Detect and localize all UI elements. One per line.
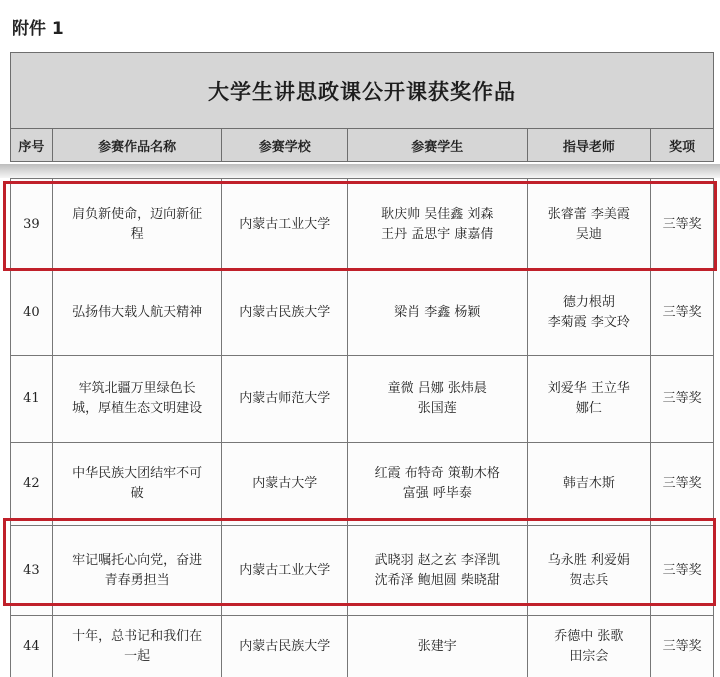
cell-award: 三等奖 bbox=[662, 562, 702, 578]
cell-school: 内蒙古大学 bbox=[222, 443, 348, 525]
cell-award: 三等奖 bbox=[662, 216, 702, 232]
table-row bbox=[11, 356, 713, 443]
cell-teachers: 刘爱华 王立华 娜仁 bbox=[528, 356, 652, 442]
cell-school: 内蒙古民族大学 bbox=[222, 616, 348, 677]
cell-no: 44 bbox=[11, 616, 53, 677]
column-header-work: 参赛作品名称 bbox=[53, 129, 223, 162]
cell-students: 童微 吕娜 张炜晨 张国莲 bbox=[348, 356, 527, 442]
cell-students: 耿庆帅 吴佳鑫 刘森 王丹 孟思宇 康嘉倩 bbox=[348, 179, 527, 270]
cell-award: 三等奖 bbox=[662, 391, 702, 406]
cell-work: 牢记嘱托心向党，奋进 青春勇担当 bbox=[53, 526, 223, 615]
column-header-award: 奖项 bbox=[669, 140, 696, 155]
cell-teachers: 乔德中 张歌 田宗会 bbox=[528, 616, 652, 677]
table-row bbox=[11, 179, 713, 271]
cell-students: 张建宇 bbox=[348, 616, 527, 677]
cell-students: 红霞 布特奇 策勒木格 富强 呼毕泰 bbox=[348, 443, 527, 525]
column-header-teachers: 指导老师 bbox=[528, 129, 652, 162]
cell-work: 肩负新使命，迈向新征 程 bbox=[53, 179, 223, 270]
cell-teachers: 张睿蕾 李美霞 吴迪 bbox=[528, 179, 652, 270]
table-row bbox=[11, 443, 713, 526]
attachment-label: 附件 1 bbox=[12, 19, 64, 39]
cell-work: 十年，总书记和我们在 一起 bbox=[53, 616, 223, 677]
cell-school: 内蒙古民族大学 bbox=[222, 271, 348, 355]
cell-students: 梁肖 李鑫 杨颖 bbox=[348, 271, 527, 355]
cell-award: 三等奖 bbox=[662, 305, 702, 320]
cell-teachers: 韩吉木斯 bbox=[528, 443, 652, 525]
column-header-no: 序号 bbox=[11, 129, 53, 162]
cell-school: 内蒙古师范大学 bbox=[222, 356, 348, 442]
cell-no: 42 bbox=[11, 443, 53, 525]
cell-award: 三等奖 bbox=[662, 476, 702, 491]
column-header-school: 参赛学校 bbox=[222, 129, 348, 162]
table-row bbox=[11, 616, 713, 677]
cell-school: 内蒙古工业大学 bbox=[222, 526, 348, 615]
cell-school: 内蒙古工业大学 bbox=[222, 179, 348, 270]
page-fold-divider bbox=[0, 164, 720, 178]
cell-work: 中华民族大团结牢不可 破 bbox=[53, 443, 223, 525]
cell-work: 牢筑北疆万里绿色长 城，厚植生态文明建设 bbox=[53, 356, 223, 442]
cell-award: 三等奖 bbox=[662, 638, 702, 654]
table-header-block bbox=[10, 52, 714, 162]
cell-teachers: 乌永胜 利爱娟 贺志兵 bbox=[528, 526, 652, 615]
cell-no: 39 bbox=[11, 179, 53, 270]
cell-no: 43 bbox=[11, 526, 53, 615]
cell-no: 40 bbox=[11, 271, 53, 355]
cell-students: 武晓羽 赵之玄 李泽凯 沈希泽 鲍旭圆 柴晓甜 bbox=[348, 526, 527, 615]
cell-work: 弘扬伟大载人航天精神 bbox=[53, 271, 223, 355]
cell-teachers: 德力根胡 李菊霞 李文玲 bbox=[528, 271, 652, 355]
cell-no: 41 bbox=[11, 356, 53, 442]
table-row bbox=[11, 271, 713, 356]
awards-table bbox=[10, 178, 714, 677]
column-header-students: 参赛学生 bbox=[348, 129, 527, 162]
column-header-row bbox=[11, 129, 713, 162]
table-row bbox=[11, 526, 713, 616]
table-title: 大学生讲思政课公开课获奖作品 bbox=[11, 53, 713, 129]
